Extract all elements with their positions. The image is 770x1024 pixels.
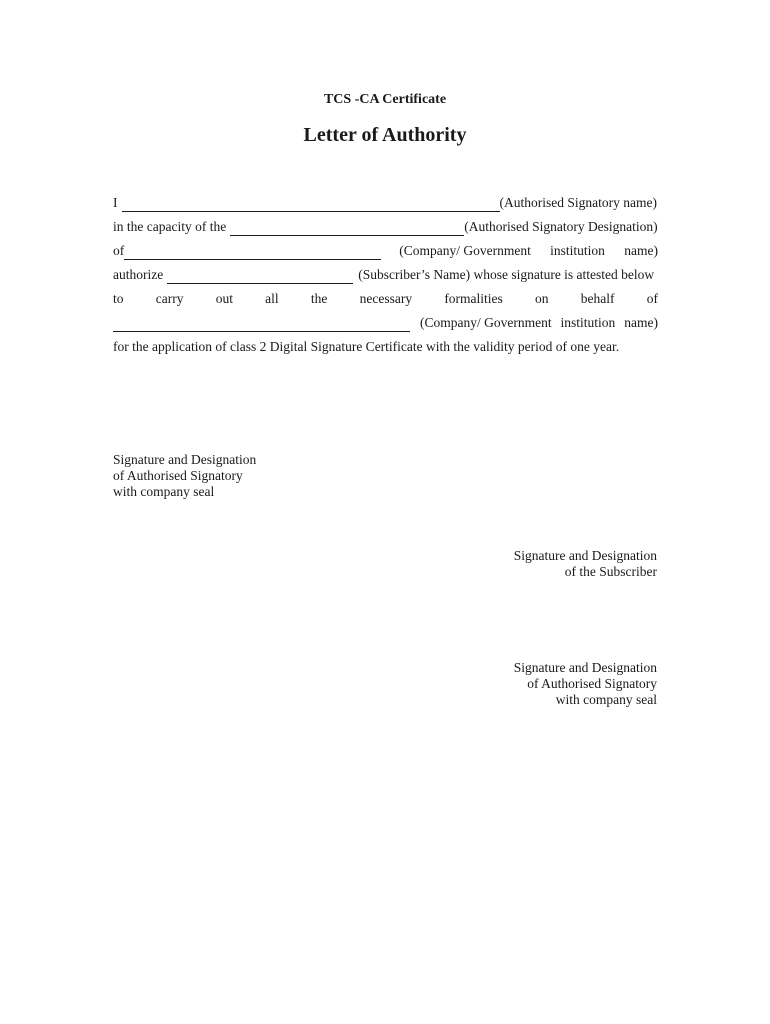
signature-line: Signature and Designation	[513, 660, 657, 675]
line6-word: (Company/ Government	[420, 315, 552, 330]
signature-line: Signature and Designation	[513, 548, 657, 563]
line3-words	[399, 242, 658, 260]
line6-words	[420, 314, 658, 332]
line5-word: of	[646, 291, 658, 306]
line5-word: the	[310, 291, 328, 306]
line1-prefix: I	[113, 195, 118, 210]
signature-line: of Authorised Signatory	[527, 676, 657, 691]
company-name-blank[interactable]	[124, 246, 381, 260]
line5-word: on	[535, 291, 549, 306]
line2-suffix: (Authorised Signatory Designation)	[464, 219, 658, 234]
line5-word: out	[215, 291, 233, 306]
authorised-signature-block	[514, 660, 657, 708]
signature-line: of Authorised Signatory	[113, 468, 243, 483]
line2-prefix: in the capacity of the	[113, 219, 227, 234]
line3-word: institution	[550, 243, 605, 258]
formalities-line	[113, 290, 658, 308]
line5-word: carry	[155, 291, 184, 306]
company-line	[113, 242, 658, 260]
authorised-signatory-name-line	[113, 194, 658, 212]
page-title: Letter of Authority	[303, 124, 467, 146]
line1-suffix: (Authorised Signatory name)	[499, 195, 657, 210]
line5-word: to	[113, 291, 124, 306]
signature-line: with company seal	[113, 484, 215, 499]
line5-word: behalf	[580, 291, 615, 306]
line5-word: all	[265, 291, 279, 306]
subscriber-name-blank[interactable]	[167, 270, 353, 284]
signature-line: with company seal	[555, 692, 657, 707]
application-line: for the application of class 2 Digital Signature Certificate with the validity period of one year.	[113, 339, 620, 354]
line5-word: formalities	[444, 291, 503, 306]
line3-word: (Company/ Government	[399, 243, 531, 258]
line4-prefix: authorize	[113, 267, 164, 282]
authorised-signatory-name-blank[interactable]	[122, 198, 500, 212]
signature-line: Signature and Designation	[113, 452, 257, 467]
line3-word: name)	[624, 243, 658, 258]
subscriber-line	[113, 266, 658, 284]
designation-line	[113, 218, 658, 236]
on-behalf-company-line	[113, 314, 658, 332]
certificate-subtitle: TCS -CA Certificate	[323, 92, 447, 107]
signature-line: of the Subscriber	[564, 564, 657, 579]
subscriber-signature-block	[514, 548, 657, 580]
line3-prefix: of	[113, 243, 125, 258]
line4-suffix: (Subscriber’s Name) whose signature is attested below	[358, 267, 655, 282]
behalf-company-blank[interactable]	[113, 318, 410, 332]
company-signature-block	[113, 452, 256, 500]
line6-word: institution	[560, 315, 616, 330]
line6-word: name)	[624, 315, 658, 330]
designation-blank[interactable]	[230, 222, 464, 236]
line5-word: necessary	[359, 291, 413, 306]
